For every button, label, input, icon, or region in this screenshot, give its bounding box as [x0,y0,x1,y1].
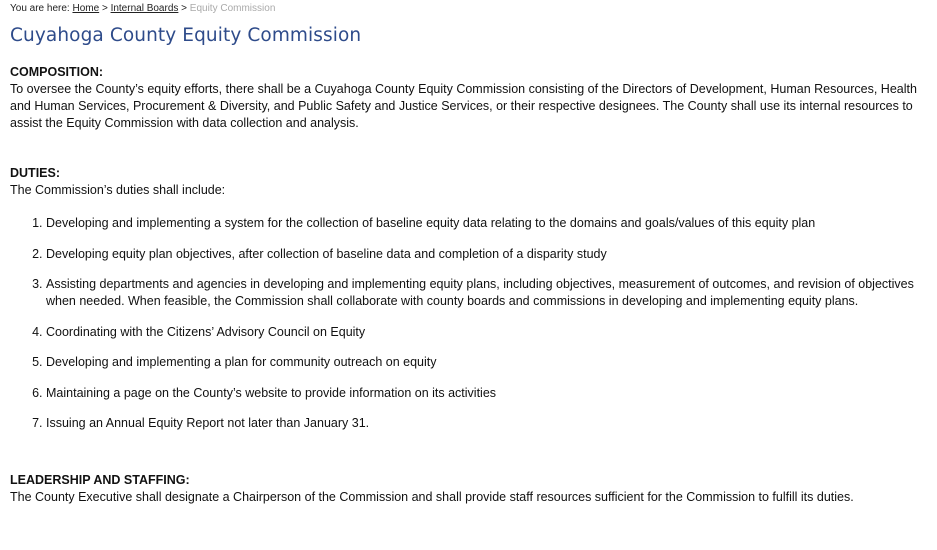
list-item: 1. Developing and implementing a system for the collection of baseline equity data relating to the domains and goals/values of this equity plan [46,215,930,232]
list-item: 6. Maintaining a page on the County’s website to provide information on its activities [46,385,930,402]
leadership-section [10,472,930,506]
breadcrumb-link-home[interactable]: Home [72,3,100,14]
duties-list [10,215,930,432]
composition-heading: COMPOSITION: [10,65,104,79]
list-item: 4. Coordinating with the Citizens’ Advisory Council on Equity [46,324,930,341]
composition-text: To oversee the County’s equity efforts, there shall be a Cuyahoga County Equity Commission consisting of the Directors of Development, Human Resources, Health and Human Services, Procurement & Diversity, and Public Safety and Justice Services, or their respective designees. The County shall use its internal resources to assist the Equity Commission with data collection and analysis. [10,82,917,130]
duties-intro: The Commission’s duties shall include: [10,183,226,197]
duties-section [10,165,930,432]
list-item: 3. Assisting departments and agencies in developing and implementing equity plans, including objectives, measurement of outcomes, and revision of objectives when needed. When feasible, the Commission shall collaborate with county boards and commissions in developing and implementing equity plans. [46,276,930,310]
page-content [10,0,930,506]
breadcrumb-prefix: You are here: [10,3,70,14]
breadcrumb-link-internal-boards[interactable]: Internal Boards [110,3,179,14]
breadcrumb-separator: > [101,3,108,14]
list-item: 5. Developing and implementing a plan for community outreach on equity [46,354,930,371]
breadcrumb-current: Equity Commission [189,3,276,14]
duties-heading: DUTIES: [10,166,60,180]
breadcrumb-separator: > [181,3,188,14]
list-item: 7. Issuing an Annual Equity Report not later than January 31. [46,415,930,432]
page-title: Cuyahoga County Equity Commission [10,25,362,46]
composition-section [10,64,930,132]
leadership-heading: LEADERSHIP AND STAFFING: [10,473,190,487]
breadcrumb [10,3,930,15]
leadership-text: The County Executive shall designate a Chairperson of the Commission and shall provide staff resources sufficient for the Commission to fulfill its duties. [10,490,854,504]
list-item: 2. Developing equity plan objectives, after collection of baseline data and completion of a disparity study [46,246,930,263]
